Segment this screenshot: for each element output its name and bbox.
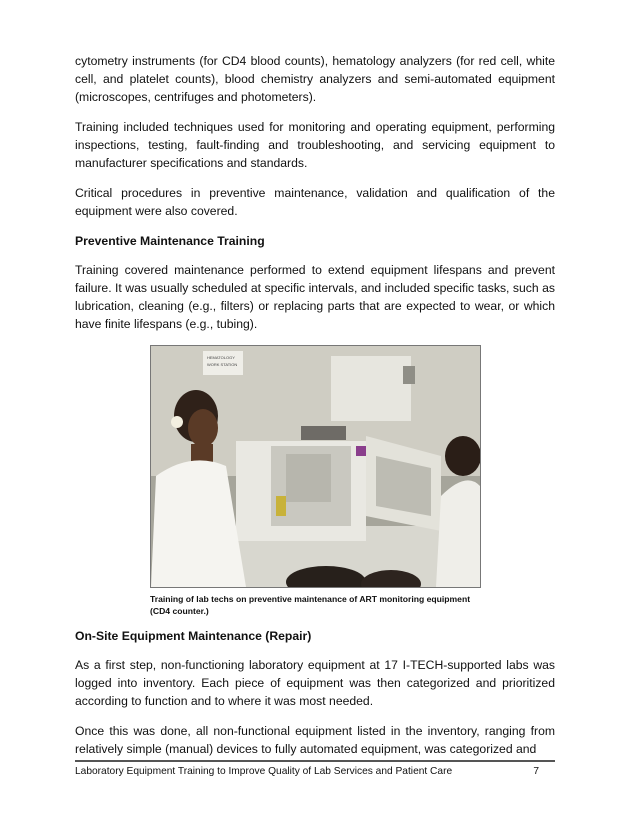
sign-text-1: HEMATOLOGY <box>207 355 235 360</box>
heading-onsite-maintenance: On-Site Equipment Maintenance (Repair) <box>75 629 312 643</box>
paragraph-training-techniques: Training included techniques used for monitoring and operating equipment, performing inspections, testing, fault-finding and troubleshooting, and servicing equipment to manufacturer specifications and standards. <box>75 120 555 170</box>
figure <box>75 345 555 617</box>
paragraph-cytometry: cytometry instruments (for CD4 blood counts), hematology analyzers (for red cell, white cell, and platelet counts), blood chemistry analyzers and semi-automated equipment (microscopes, centrifuges and photometers). <box>75 54 555 104</box>
heading-preventive-maintenance: Preventive Maintenance Training <box>75 234 265 248</box>
sign-text-2: WORK STATION <box>207 362 238 367</box>
page-number: 7 <box>533 766 539 777</box>
footer-title: Laboratory Equipment Training to Improve Quality of Lab Services and Patient Care <box>75 766 453 777</box>
figure-caption <box>150 593 480 617</box>
document-body <box>75 52 555 770</box>
caption-line-2: (CD4 counter.) <box>150 606 209 616</box>
paragraph-first-step: As a first step, non-functioning laboratory equipment at 17 I-TECH-supported labs was logged into inventory. Each piece of equipment was then categorized and prioritized according to function and to where it was most needed. <box>75 658 555 708</box>
paragraph-preventive-maintenance: Training covered maintenance performed to extend equipment lifespans and prevent failure. It was usually scheduled at specific intervals, and included specific tasks, such as lubrication, cleaning (e.g., filters) or replacing parts that are expected to wear, or which have finite lifespans (e.g., tubing). <box>75 263 555 331</box>
lab-training-photo <box>150 345 481 588</box>
photo-illustration <box>151 346 480 587</box>
page-footer <box>75 760 555 777</box>
paragraph-once-done: Once this was done, all non-functional equipment listed in the inventory, ranging from relatively simple (manual) devices to fully automated equipment, was categorized and <box>75 724 555 756</box>
paragraph-critical-procedures: Critical procedures in preventive maintenance, validation and qualification of the equipment were also covered. <box>75 186 555 218</box>
caption-line-1: Training of lab techs on preventive maintenance of ART monitoring equipment <box>150 594 471 604</box>
